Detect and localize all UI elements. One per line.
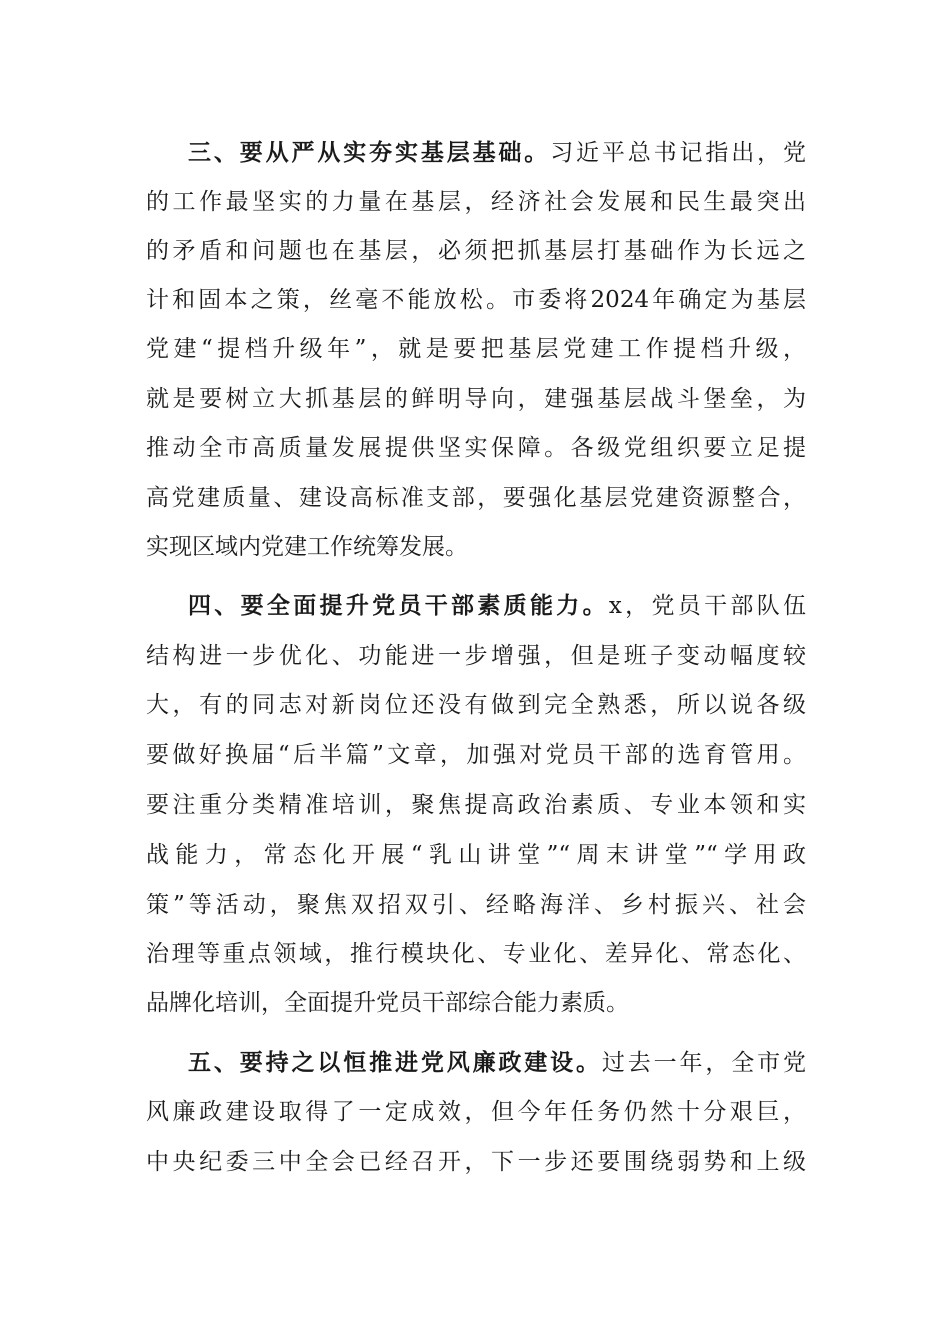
paragraph-2-line-5: 要注重分类精准培训，聚焦提高政治素质、专业本领和实 — [146, 792, 806, 818]
paragraph-2-line-8: 治理等重点领域，推行模块化、专业化、差异化、常态化、 — [146, 941, 806, 967]
paragraph-2-line-6: 战能力，常态化开展“乳山讲堂”“周末讲堂”“学用政 — [146, 842, 806, 868]
paragraph-1-line-5: 党建“提档升级年”，就是要把基层党建工作提档升级， — [146, 336, 806, 362]
paragraph-2-line-2: 结构进一步优化、功能进一步增强，但是班子变动幅度较 — [146, 643, 806, 669]
paragraph-2-line-4: 要做好换届“后半篇”文章，加强对党员干部的选育管用。 — [146, 742, 806, 768]
paragraph-1-text: 习近平总书记指出，党 — [550, 140, 807, 166]
paragraph-3-line-2: 风廉政建设取得了一定成效，但今年任务仍然十分艰巨， — [146, 1099, 806, 1125]
paragraph-1-line-3: 的矛盾和问题也在基层，必须把抓基层打基础作为长远之 — [146, 238, 806, 264]
paragraph-1-line-7: 推动全市高质量发展提供坚实保障。各级党组织要立足提 — [146, 435, 806, 461]
paragraph-2-heading: 四、要全面提升党员干部素质能力。 — [188, 593, 609, 619]
paragraph-3-line-1 — [188, 1038, 806, 1088]
paragraph-2-line-1 — [188, 581, 806, 631]
paragraph-1-line-4: 计和固本之策，丝毫不能放松。市委将2024年确定为基层 — [146, 287, 806, 313]
paragraph-3-text: 过去一年，全市党 — [601, 1050, 807, 1076]
paragraph-1-line-8: 高党建质量、建设高标准支部，要强化基层党建资源整合， — [146, 485, 806, 511]
paragraph-2-line-3: 大，有的同志对新岗位还没有做到完全熟悉，所以说各级 — [146, 692, 806, 718]
paragraph-1-heading: 三、要从严从实夯实基层基础。 — [188, 140, 551, 166]
paragraph-3-heading: 五、要持之以恒推进党风廉政建设。 — [188, 1050, 602, 1076]
paragraph-1-line-9: 实现区域内党建工作统筹发展。 — [146, 534, 468, 560]
paragraph-2-line-7: 策”等活动，聚焦双招双引、经略海洋、乡村振兴、社会 — [146, 892, 806, 918]
paragraph-1-line-6: 就是要树立大抓基层的鲜明导向，建强基层战斗堡垒，为 — [146, 386, 806, 412]
paragraph-1-line-1 — [188, 128, 806, 178]
paragraph-2-line-9: 品牌化培训，全面提升党员干部综合能力素质。 — [146, 990, 629, 1016]
paragraph-2-text: x，党员干部队伍 — [608, 593, 806, 619]
paragraph-1-line-2: 的工作最坚实的力量在基层，经济社会发展和民生最突出 — [146, 189, 806, 215]
paragraph-3-line-3: 中央纪委三中全会已经召开，下一步还要围绕弱势和上级 — [146, 1149, 806, 1175]
